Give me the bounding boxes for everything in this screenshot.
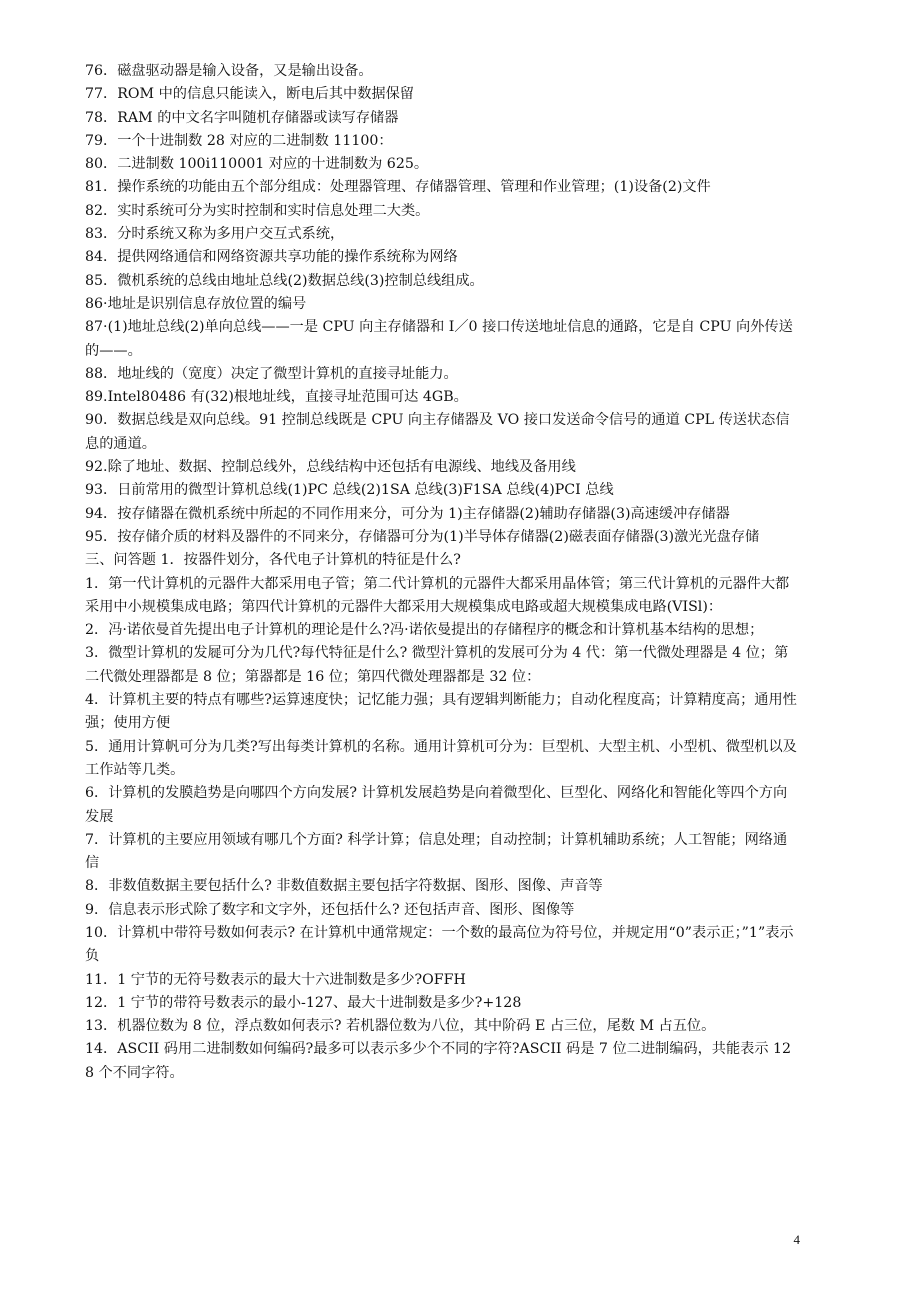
text-line: 77．ROM 中的信息只能读入，断电后其中数据保留: [85, 86, 414, 103]
text-line: 87·(1)地址总线(2)单向总线——一是 CPU 向主存储器和 I／0 接口传送地址信息的通路，它是自 CPU 向外传送的——。: [85, 319, 793, 359]
text-line: 85．微机系统的总线由地址总线(2)数据总线(3)控制总线组成。: [85, 272, 484, 289]
answer-paragraph: 1．第一代计算机的元器件大都采用电子管；第二代计算机的元器件大都采用晶体管；第三代计算机的元器件大都采用中小规模集成电路；第四代计算机的元器件大都采用大规模集成电路或超大规模集成电路(VISl)：: [85, 575, 790, 615]
answer-paragraph: 12．1 宁节的带符号数表示的最小-127、最大十进制数是多少?+128: [85, 994, 522, 1011]
answer-paragraph: 2．冯·诺依曼首先提出电子计算机的理论是什么?冯·诺依曼提出的存储程序的概念和计算机基本结构的思想；: [85, 622, 764, 639]
text-line: 93．日前常用的微型计算机总线(1)PC 总线(2)1SA 总线(3)F1SA 总线(4)PCI 总线: [85, 482, 614, 499]
page-body: [85, 60, 797, 1085]
text-line: 81．操作系统的功能由五个部分组成：处理器管理、存储器管理、管理和作业管理；(1)设备(2)文件: [85, 179, 711, 196]
text-line: 95．按存储介质的材料及器件的不同来分，存储器可分为(1)半导体存储器(2)磁表面存储器(3)激光光盘存储: [85, 528, 760, 545]
answer-paragraph: 8．非数值数据主要包括什么? 非数值数据主要包括字符数据、图形、图像、声音等: [85, 878, 603, 895]
text-line: 90．数据总线是双向总线。91 控制总线既是 CPU 向主存储器及 VO 接口发送命令信号的通道 CPL 传送状态信息的通道。: [85, 412, 790, 452]
section-heading: 三、问答题 1．按器件划分，各代电子计算机的特征是什么?: [85, 552, 461, 569]
answer-paragraph: 10．计算机中带符号数如何表示? 在计算机中通常规定：一个数的最高位为符号位，并规定用“0”表示正；”1”表示负: [85, 924, 794, 965]
text-line: 84．提供网络通信和网络资源共享功能的操作系统称为网络: [85, 249, 458, 266]
text-line: 78．RAM 的中文名字叫随机存储器或读写存储器: [85, 109, 399, 126]
text-line: 94．按存储器在微机系统中所起的不同作用来分，可分为 1)主存储器(2)辅助存储器(3)高速缓冲存储器: [85, 505, 730, 522]
text-line: 83．分时系统又称为多用户交互式系统，: [85, 226, 345, 243]
text-line: 80．二进制数 100i110001 对应的十进制数为 625。: [85, 156, 429, 173]
text-line: 76．磁盘驱动器是输入设备，又是输出设备。: [85, 63, 373, 79]
page-number: 4: [793, 1232, 800, 1247]
text-line: 92.除了地址、数据、控制总线外，总线结构中还包括有电源线、地线及备用线: [85, 459, 576, 476]
answer-paragraph: 3．微型计算机的发屣可分为几代?每代特征是什么? 微型汁算机的发展可分为 4 代：第一代微处理器是 4 位；第二代微处理器都是 8 位；第器都是 16 位；第四代微处理器都是 32 位：: [85, 645, 789, 685]
text-line: 88．地址线的（宽度）决定了微型计算机的直接寻址能力。: [85, 365, 458, 382]
answer-paragraph: 6．计算机的发膜趋势是向哪四个方向发展? 计算机发展趋势是向着微型化、巨型化、网络化和智能化等四个方向发展: [85, 785, 788, 825]
answer-paragraph: 4．计算机主要的特点有哪些?运算速度快；记忆能力强；具有逻辑判断能力；自动化程度高；计算精度高；通用性强；使用方便: [85, 692, 797, 732]
text-line: 86·地址是识别信息存放位置的编号: [85, 295, 307, 312]
answer-paragraph: 9．信息表示形式除了数字和文字外，还包括什么? 还包括声音、图形、图像等: [85, 901, 575, 918]
text-line: 89.Intel80486 有(32)根地址线，直接寻址范围可达 4GB。: [85, 389, 468, 406]
answer-paragraph: 7．计算机的主要应用领域有哪几个方面? 科学计算；信息处理；自动控制；计算机辅助系统；人工智能；网络通信: [85, 831, 788, 872]
answer-paragraph: 11．1 宁节的无符号数表示的最大十六进制数是多少?OFFH: [85, 971, 466, 988]
answer-paragraph: 14．ASCII 码用二进制数如何编码?最多可以表示多少个不同的字符?ASCII 码是 7 位二进制编码，共能表示 128 个不同字符。: [85, 1041, 792, 1081]
answer-paragraph: 13．机器位数为 8 位，浮点数如何表示? 若机器位数为八位，其中阶码 E 占三位，尾数 M 占五位。: [85, 1018, 716, 1035]
text-line: 82．实时系统可分为实时控制和实时信息处理二大类。: [85, 202, 430, 219]
text-line: 79．一个十进制数 28 对应的二进制数 11100：: [85, 132, 393, 149]
answer-paragraph: 5．通用计算帆可分为几类?写出每类计算机的名称。通用计算机可分为：巨型机、大型主机、小型机、微型机以及工作站等几类。: [85, 738, 797, 778]
